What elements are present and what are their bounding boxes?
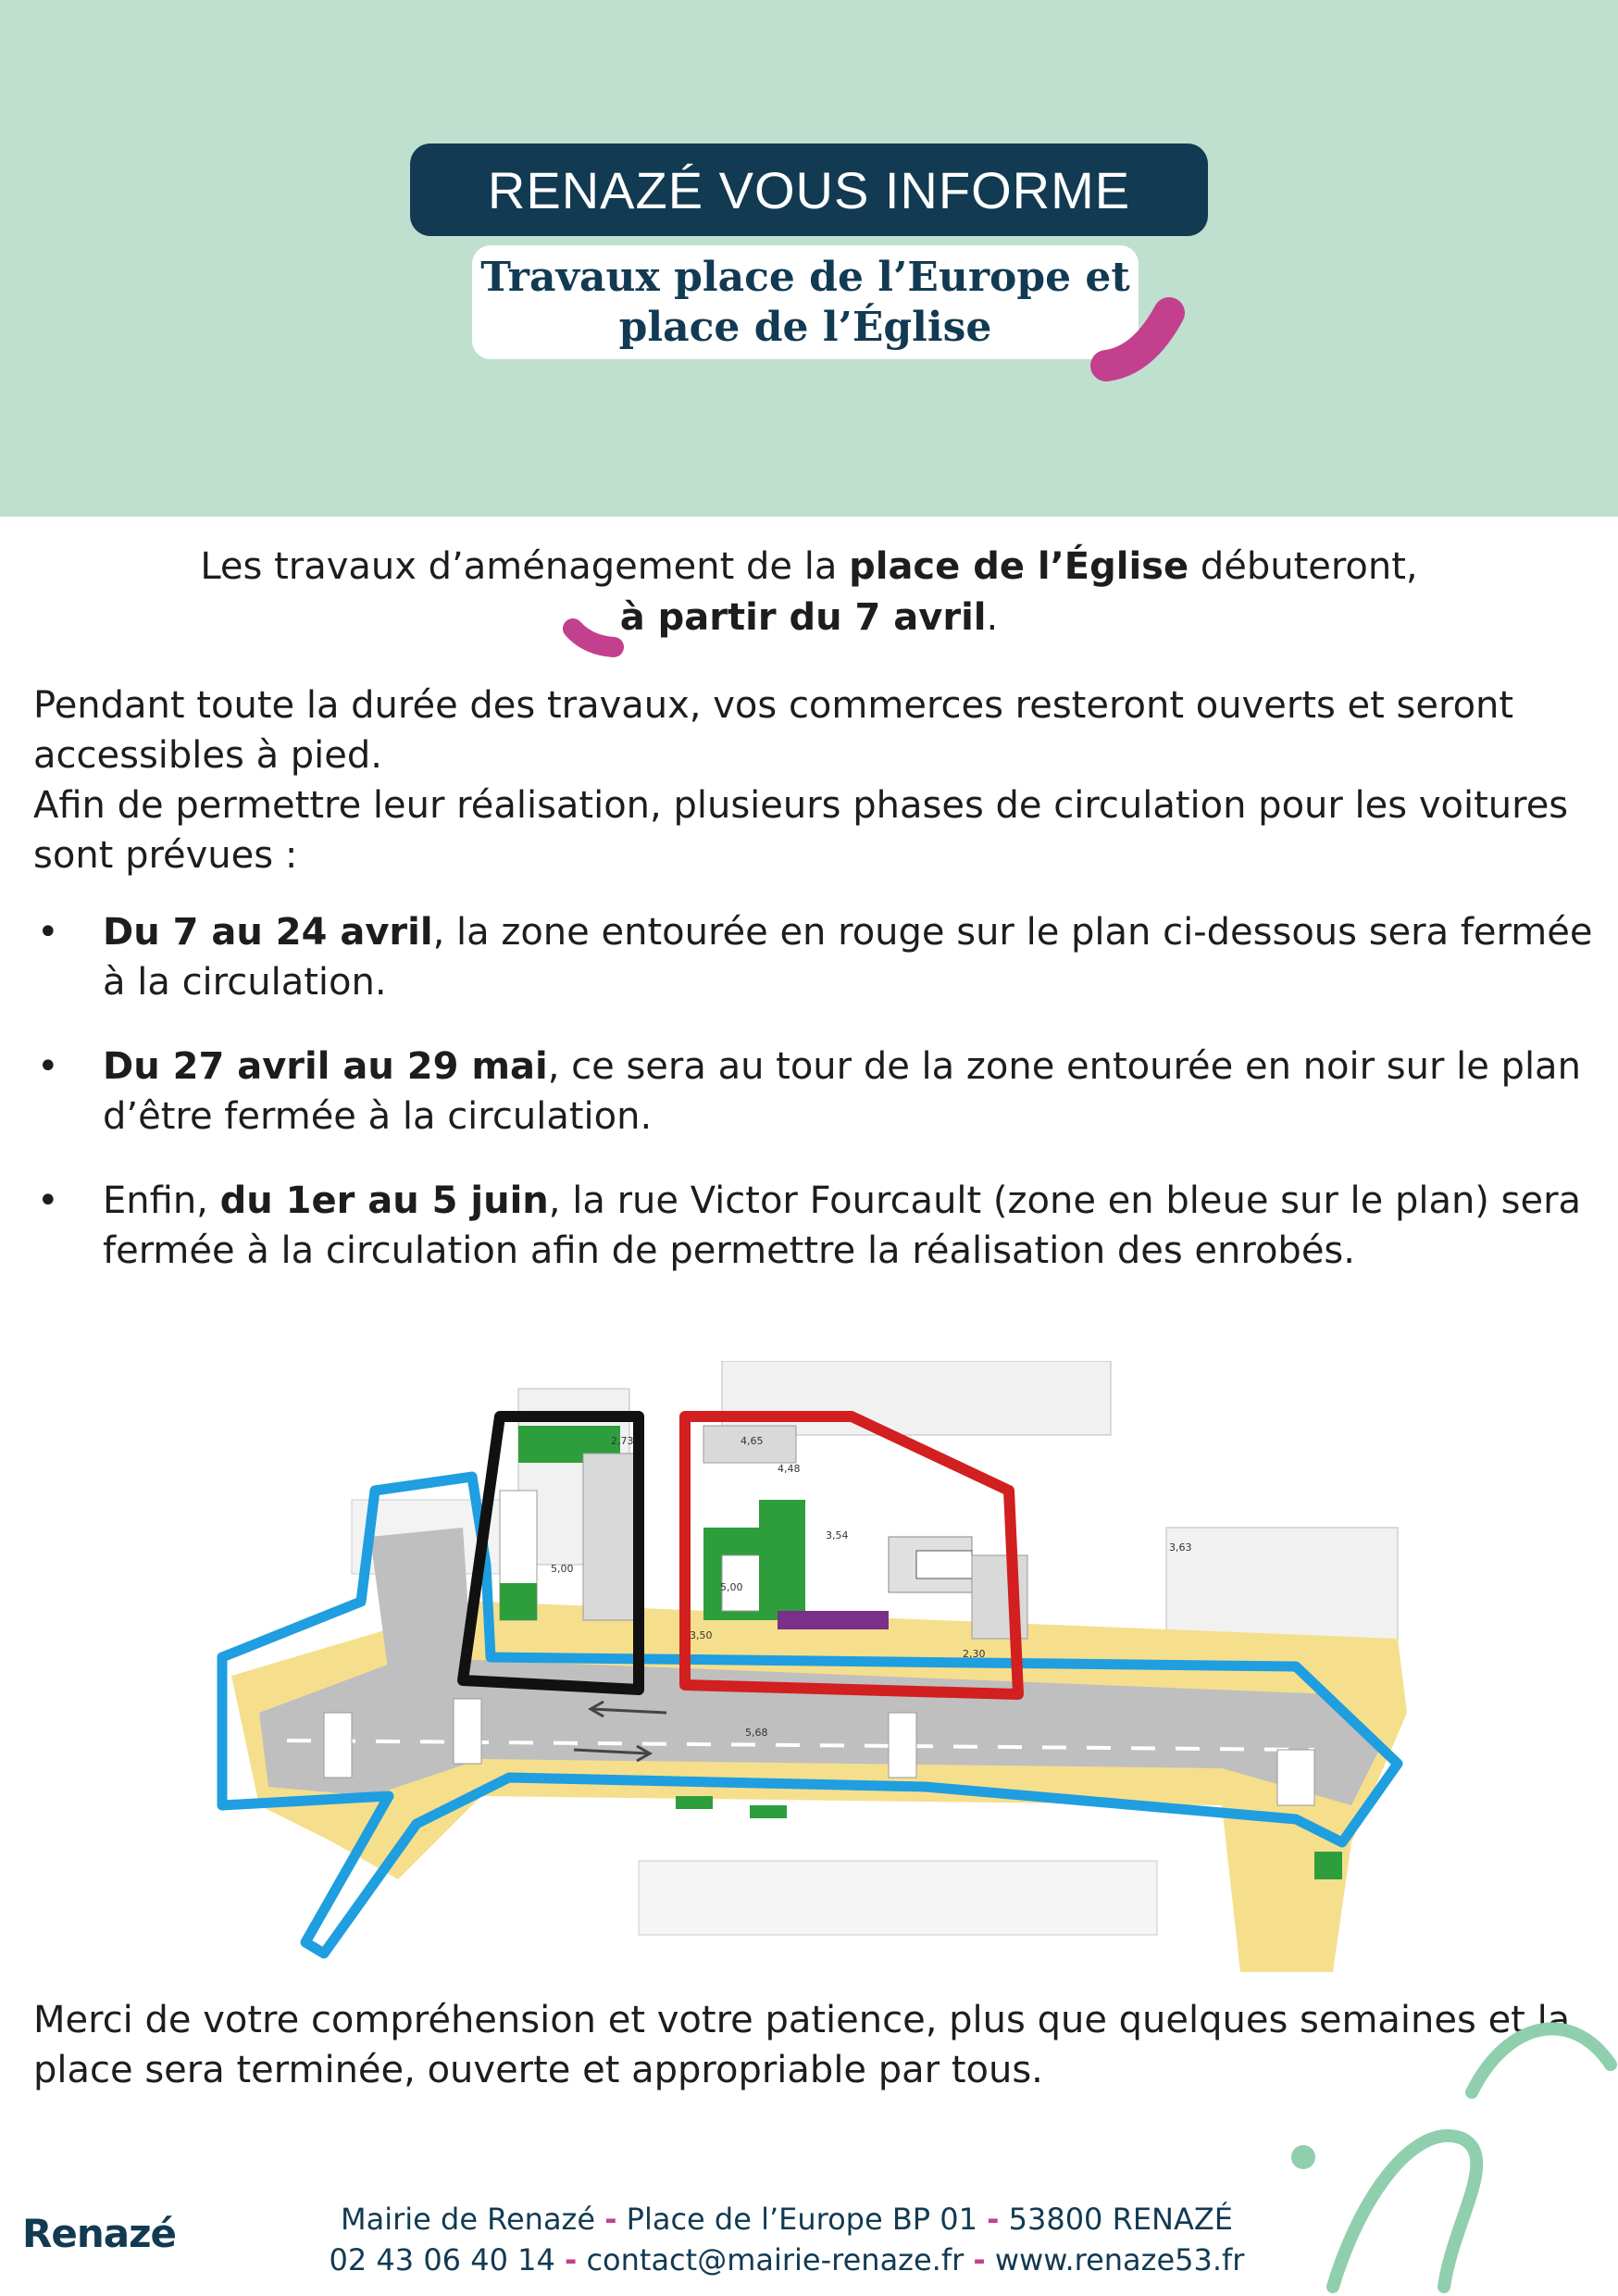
page-subtitle — [472, 245, 1139, 359]
intro-part2: débuteront, — [1189, 545, 1418, 588]
phase-date: Du 7 au 24 avril — [103, 911, 433, 954]
page-title: RENAZÉ VOUS INFORME — [410, 144, 1208, 236]
phase-date: du 1er au 5 juin — [219, 1179, 549, 1222]
bullet-icon: • — [37, 1045, 59, 1088]
plan-label: 5,00 — [551, 1563, 574, 1575]
footer-name: Mairie de Renazé — [340, 2202, 596, 2237]
plan-label: 3,54 — [826, 1529, 849, 1541]
renaze-logo: Renazé — [22, 2211, 176, 2256]
header-swoosh-decoration — [1088, 296, 1189, 389]
phase-item-red — [33, 907, 1598, 1007]
phase-text: , la rue Victor Fourcault (zone en bleue sur le plan) sera fermée à la circulation afin de permettre la réalisation des enrobés. — [103, 1179, 1582, 1272]
bullet-icon: • — [37, 1179, 59, 1222]
phase-text: , la zone entourée en rouge sur le plan ci-dessous sera fermée à la circulation. — [103, 911, 1593, 1004]
subtitle-line-1: Travaux place de l’Europe et — [480, 253, 1130, 301]
thanks-text: Merci de votre compréhension et votre patience, plus que quelques semaines et la place sera terminée, ouverte et appropriable par tous. — [33, 1999, 1571, 2091]
footer-contact — [278, 2199, 1296, 2280]
footer-postal: 53800 RENAZÉ — [1008, 2202, 1233, 2237]
brand-swirl-decoration — [1277, 1981, 1618, 2296]
footer-address: Place de l’Europe BP 01 — [626, 2202, 977, 2237]
phase-prefix: Enfin, — [103, 1179, 220, 1222]
plan-label: 3,63 — [1169, 1541, 1192, 1554]
paragraph-shops: Pendant toute la durée des travaux, vos commerces resteront ouverts et seront accessibles à pied. — [33, 684, 1514, 777]
plan-label: 2,73 — [611, 1435, 634, 1447]
plan-label: 5,68 — [745, 1727, 768, 1739]
subtitle-line-2: place de l’Église — [618, 303, 992, 351]
phase-item-blue — [33, 1176, 1598, 1276]
intro-swoosh-decoration — [560, 616, 634, 662]
footer-separator: - — [973, 2242, 986, 2277]
footer-separator: - — [987, 2202, 1000, 2237]
footer-separator: - — [604, 2202, 617, 2237]
intro-part1: Les travaux d’aménagement de la — [200, 545, 850, 588]
header-banner — [0, 0, 1618, 517]
footer-phone[interactable]: 02 43 06 40 14 — [329, 2242, 555, 2277]
footer-website-link[interactable]: www.renaze53.fr — [994, 2242, 1245, 2277]
intro-text — [56, 542, 1562, 643]
footer-email-link[interactable]: contact@mairie-renaze.fr — [586, 2242, 965, 2277]
plan-label: 5,00 — [720, 1581, 743, 1593]
plan-label: 4,65 — [741, 1435, 764, 1447]
phase-item-black — [33, 1042, 1598, 1142]
plan-label: 2,30 — [963, 1648, 986, 1660]
paragraph-phases: Afin de permettre leur réalisation, plusieurs phases de circulation pour les voitures sont prévues : — [33, 784, 1569, 877]
works-plan-map — [204, 1361, 1407, 1972]
plan-label: 4,48 — [778, 1463, 801, 1475]
phase-text: , ce sera au tour de la zone entourée en noir sur le plan d’être fermée à la circulation. — [103, 1045, 1581, 1138]
intro-place: place de l’Église — [849, 545, 1189, 588]
intro-end: . — [986, 596, 999, 639]
phase-date: Du 27 avril au 29 mai — [103, 1045, 548, 1088]
footer-separator: - — [564, 2242, 578, 2277]
plan-label: 3,50 — [690, 1629, 713, 1641]
footer-line-1 — [278, 2199, 1296, 2240]
bullet-icon: • — [37, 911, 59, 954]
footer-line-2 — [278, 2240, 1296, 2280]
phase-list — [33, 907, 1598, 1310]
intro-date: à partir du 7 avril — [619, 596, 987, 639]
